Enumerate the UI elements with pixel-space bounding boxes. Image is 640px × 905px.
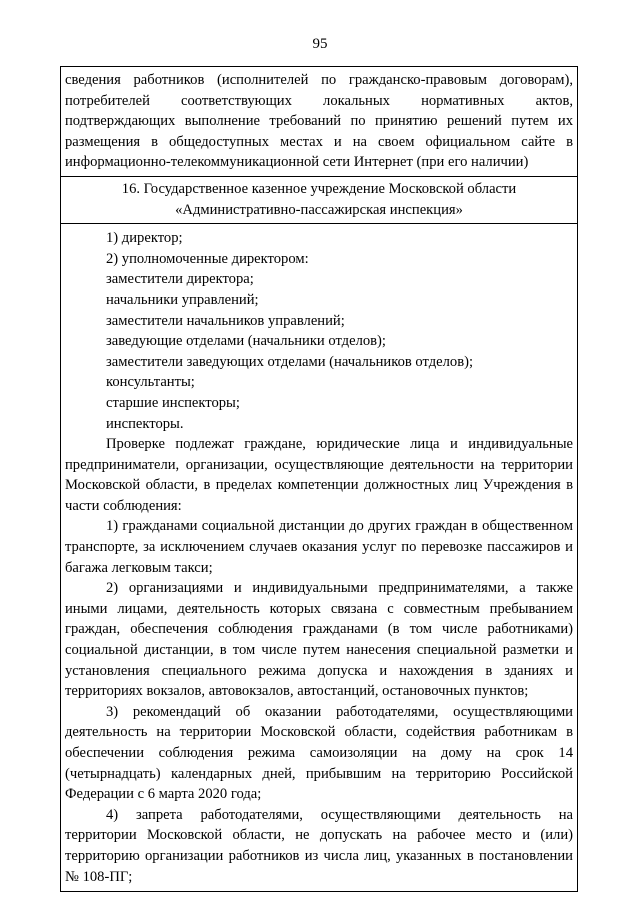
document-table [60, 66, 578, 892]
text-line: сведения работников (исполнителей по гражданско-правовым договорам), [65, 72, 573, 88]
page-number: 95 [312, 36, 328, 52]
official-list-item: заместители заведующих отделами (начальников отделов); [106, 353, 474, 370]
text-line: размещения в общедоступных местах и на своем официальном сайте в [65, 133, 573, 150]
official-list-item: 2) уполномоченные директором: [106, 250, 309, 267]
table-row-continuation [61, 67, 577, 176]
official-list-item: начальники управлений; [106, 291, 259, 308]
official-list-item: заведующие отделами (начальники отделов); [106, 333, 386, 350]
official-list-item: заместители директора; [106, 271, 254, 288]
section-title: «Административно-пассажирская инспекция» [175, 201, 463, 218]
section-title: 16. Государственное казенное учреждение Московской области [121, 180, 517, 197]
body-paragraph: 2) организациями и индивидуальными предпринимателями, а также иными лицами, деятельность которых связана с совместным пребыванием граждан, обеспечения соблюдения гражданами (в том числе работниками) социальной дистанции, в том числе путем нанесения специальной разметки и установления специального режима допуска и нахождения в зданиях и территориях вокзалов, автовокзалов, автостанций, остановочных пунктов; [65, 580, 573, 700]
body-paragraph: 3) рекомендаций об оказании работодателями, осуществляющими деятельность на территории Московской области, содействия работникам в обеспечении соблюдения режима самоизоляции на дому на срок 14 (четырнадцать) календарных дней, прибывшим на территорию Российской Федерации с 6 марта 2020 года; [65, 703, 573, 803]
table-row-content [61, 223, 577, 891]
official-list-item: 1) директор; [106, 230, 183, 247]
text-line: потребителей соответствующих локальных нормативных актов, [65, 92, 573, 109]
text-line: информационно-телекоммуникационной сети Интернет (при его наличии) [65, 154, 529, 171]
official-list-item: инспекторы. [106, 415, 184, 432]
body-paragraph: 1) гражданами социальной дистанции до других граждан в общественном транспорте, за исключением случаев оказания услуг по перевозке пассажиров и багажа легковым такси; [65, 518, 573, 576]
text-line: подтверждающих выполнение требований по принятию решений путем их [65, 113, 573, 130]
official-list-item: заместители начальников управлений; [106, 312, 345, 329]
body-paragraph: Проверке подлежат граждане, юридические лица и индивидуальные предприниматели, организации, осуществляющие деятельности на территории Московской области, в пределах компетенции должностных лиц Учреждения в части соблюдения: [65, 436, 573, 514]
official-list-item: консультанты; [106, 374, 195, 391]
section-heading-row [61, 176, 577, 223]
official-list-item: старшие инспекторы; [106, 394, 240, 411]
body-paragraph: 4) запрета работодателями, осуществляющими деятельность на территории Московской области, не допускать на рабочее место и (или) территорию организации работников из числа лиц, указанных в постановлении № 108-ПГ; [65, 806, 573, 885]
